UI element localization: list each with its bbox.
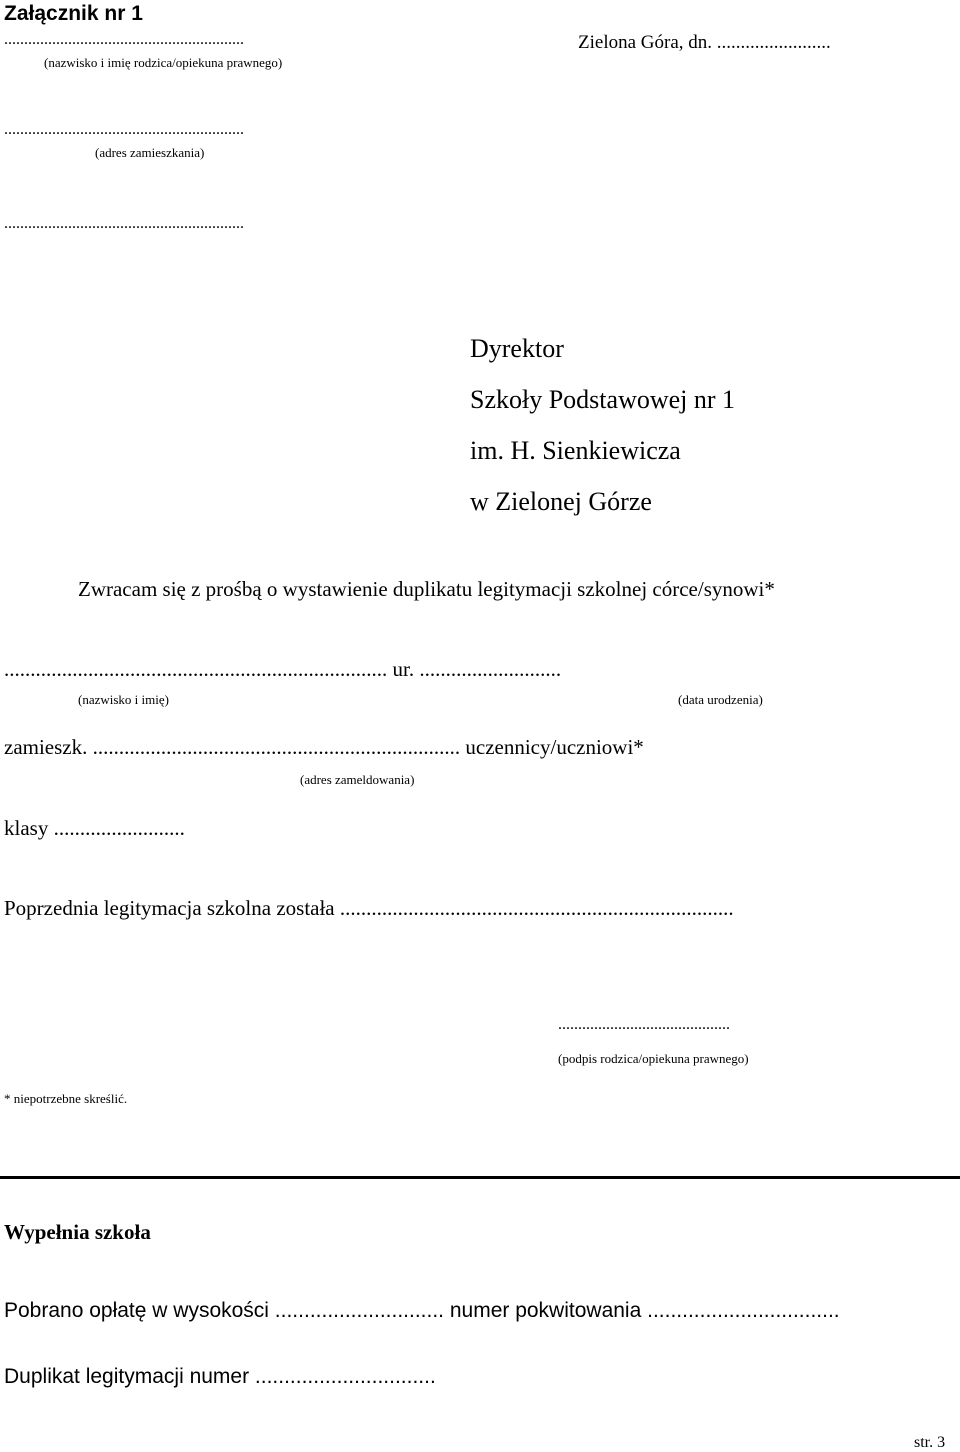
address-caption: (adres zamieszkania) bbox=[95, 145, 205, 160]
address-dots-2: ............................................................ bbox=[4, 215, 244, 232]
birth-date-caption: (data urodzenia) bbox=[678, 692, 763, 707]
signature-dots: ........................................... bbox=[558, 1016, 730, 1033]
addressee-line-1: Dyrektor bbox=[470, 334, 564, 363]
addressee-line-4: w Zielonej Górze bbox=[470, 487, 652, 516]
school-section-title: Wypełnia szkoła bbox=[4, 1220, 151, 1244]
addressee-line-3: im. H. Sienkiewicza bbox=[470, 436, 681, 465]
page-number: str. 3 bbox=[914, 1434, 946, 1451]
attachment-title: Załącznik nr 1 bbox=[4, 2, 143, 25]
duplicate-number-line: Duplikat legitymacji numer ............................... bbox=[4, 1365, 436, 1388]
addressee-line-2: Szkoły Podstawowej nr 1 bbox=[470, 385, 736, 414]
fee-line: Pobrano opłatę w wysokości ............................. numer pokwitowania ................................. bbox=[4, 1299, 840, 1322]
student-name-line: ......................................................................... ur. ........................... bbox=[4, 657, 562, 681]
student-name-caption: (nazwisko i imię) bbox=[78, 692, 169, 707]
previous-card-line: Poprzednia legitymacja szkolna została ........................................................................... bbox=[4, 896, 734, 920]
parent-name-caption: (nazwisko i imię rodzica/opiekuna prawnego) bbox=[44, 55, 283, 70]
parent-name-dots: ............................................................ bbox=[4, 31, 244, 48]
section-divider bbox=[0, 1176, 960, 1179]
request-text: Zwracam się z prośbą o wystawienie duplikatu legitymacji szkolnej córce/synowi* bbox=[78, 577, 775, 601]
residence-caption: (adres zameldowania) bbox=[300, 772, 415, 787]
residence-line: zamieszk. ...................................................................... uczennicy/uczniowi* bbox=[4, 735, 644, 759]
footnote: * niepotrzebne skreślić. bbox=[4, 1091, 128, 1106]
place-date: Zielona Góra, dn. ........................ bbox=[578, 32, 831, 53]
class-line: klasy ......................... bbox=[4, 816, 185, 840]
signature-caption: (podpis rodzica/opiekuna prawnego) bbox=[558, 1051, 749, 1066]
address-dots-1: ............................................................ bbox=[4, 121, 244, 138]
